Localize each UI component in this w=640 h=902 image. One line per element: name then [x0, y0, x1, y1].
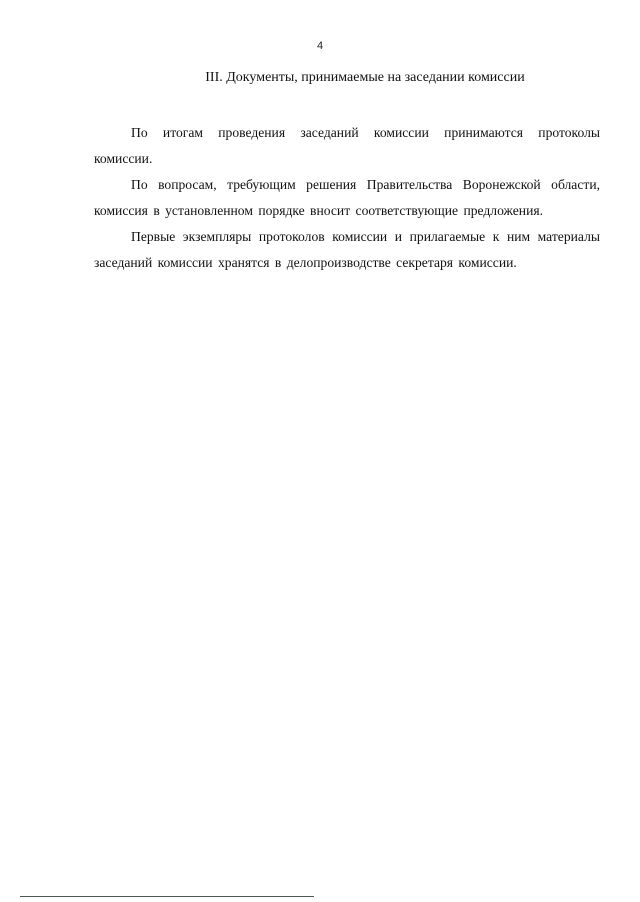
- page-number: 4: [316, 40, 324, 52]
- paragraph-storage: Первые экземпляры протоколов комиссии и прилагаемые к ним материалы заседаний комиссии хранятся в делопроизводстве секретаря комиссии.: [94, 229, 600, 270]
- bottom-divider: [20, 896, 314, 897]
- body-text: [94, 120, 600, 276]
- paragraph-proposals: По вопросам, требующим решения Правительства Воронежской области, комиссия в установленном порядке вносит соответствующие предложения.: [94, 177, 600, 218]
- section-title: III. Документы, принимаемые на заседании комиссии: [205, 70, 525, 85]
- paragraph-protocols: По итогам проведения заседаний комиссии принимаются протоколы комиссии.: [94, 125, 600, 166]
